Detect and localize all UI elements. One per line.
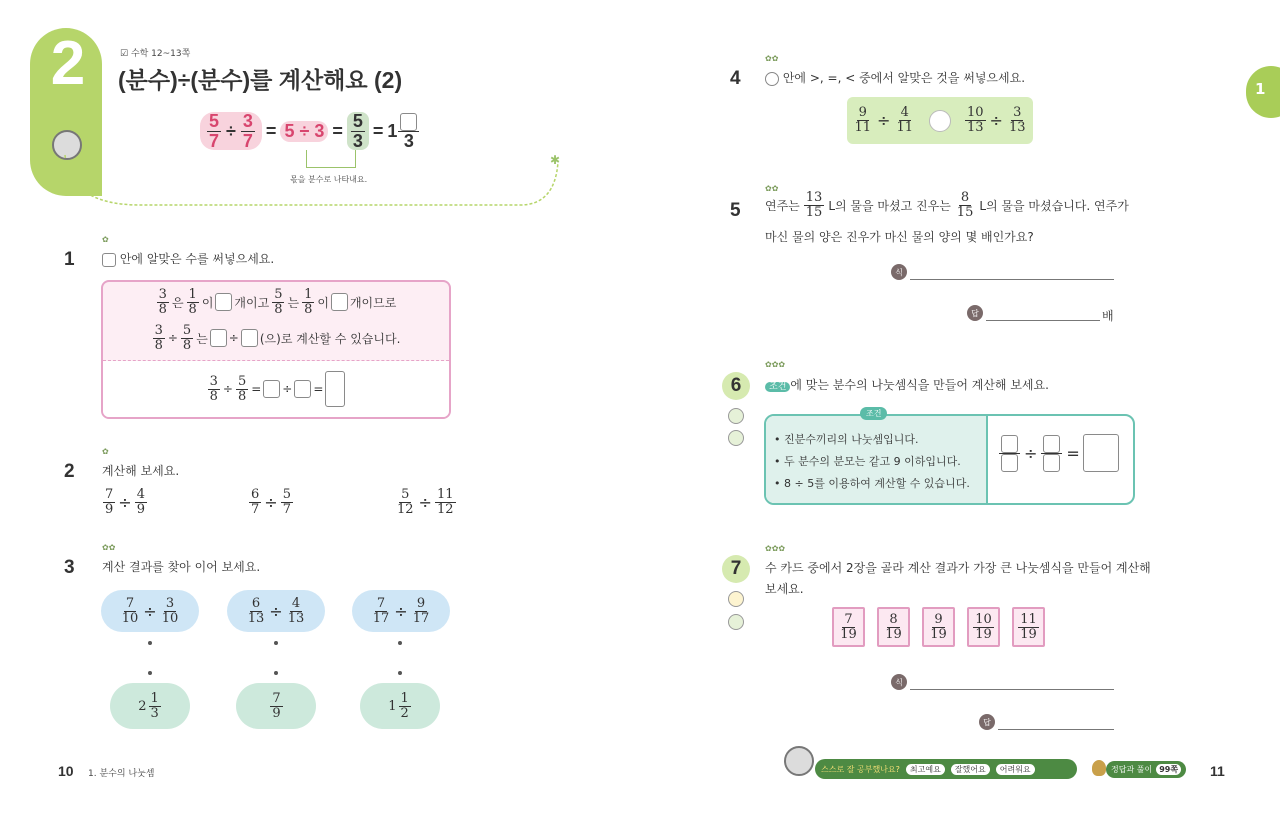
q3-top-dot-2[interactable] [274,641,278,645]
acorn-icon [1092,760,1106,776]
q5-sik-line[interactable] [910,279,1114,280]
answer-ref: 정답과 풀이 99쪽 [1106,761,1186,778]
q7-dap-label: 답 [979,714,995,730]
q5-unit: 배 [1102,309,1114,323]
q2-number: 2 [64,461,75,482]
number-card[interactable]: $\frac{9}{19}$ [922,607,955,647]
q4-compare-circle[interactable] [929,110,951,132]
q1-bottom: $\frac{3}{8}$ ÷ $\frac{5}{8}$ = ÷ = [103,361,449,417]
q3-instruction: 계산 결과를 찾아 이어 보세요. [102,560,261,574]
side-tab-number: 1 [1255,80,1266,98]
puzzle-icon [728,408,744,424]
q6-cond-3: • 8 ÷ 5를 이용하여 계산할 수 있습니다. [774,477,970,490]
q6-blank-5[interactable] [1083,434,1119,472]
q6-condition-box [764,409,1135,505]
q6-blank-1[interactable] [1001,435,1018,453]
q7-text-line-1: 수 카드 중에서 2장을 골라 계산 결과가 가장 큰 나눗셈식을 만들어 계산해 [765,561,1151,575]
q1-blank-2[interactable] [331,293,348,311]
q7-sik-label: 식 [891,674,907,690]
number-card[interactable]: $\frac{7}{19}$ [832,607,865,647]
q6-answer-area: ÷ = [998,434,1119,472]
self-check-opt-2[interactable]: 잘했어요 [951,764,990,775]
bulb-icon [728,591,744,607]
q7-level: ✿✿✿ [765,544,786,553]
q6-blank-3[interactable] [1043,435,1060,453]
q5-text-line-1: 연주는 $\frac{13}{15}$ L의 물을 마셨고 진우는 $\frac{8}{15}$ L의 물을 마셨습니다. 연주가 [765,190,1129,220]
puzzle-icon [728,614,744,630]
q2-item-3: $\frac{5}{12}$ ÷ $\frac{11}{12}$ [397,487,454,517]
q2-level: ✿ [102,447,109,456]
q1-blank-6[interactable] [294,380,311,398]
number-card[interactable]: $\frac{8}{19}$ [877,607,910,647]
q3-level: ✿✿ [102,543,116,552]
q6-cond-1: • 진분수끼리의 나눗셈입니다. [774,433,919,446]
q6-blank-4[interactable] [1043,454,1060,472]
q2-instruction: 계산해 보세요. [102,464,180,478]
q7-dap-line[interactable] [998,729,1114,730]
q6-cond-title: 조건 [860,407,887,420]
svg-text:✱: ✱ [550,153,561,167]
q3-top-cloud-1[interactable]: $\frac{7}{10}$ ÷ $\frac{3}{10}$ [101,590,199,632]
q5-dap-line[interactable] [986,320,1100,321]
q6-blank-2[interactable] [1001,454,1018,472]
arrow-note: 몫을 분수로 나타내요. [290,175,368,184]
left-page-number: 10 [58,763,74,779]
q3-top-cloud-2[interactable]: $\frac{6}{13}$ ÷ $\frac{4}{13}$ [227,590,325,632]
number-card[interactable]: $\frac{11}{19}$ [1012,607,1045,647]
self-check-opt-1[interactable]: 최고예요 [906,764,945,775]
q3-bottom-cloud-3[interactable]: 1 $\frac{1}{2}$ [360,683,440,729]
q1-instruction: 안에 알맞은 수를 써넣으세요. [102,250,274,267]
q7-text-line-2: 보세요. [765,582,804,596]
unit-number: 2 [50,29,86,98]
q1-number: 1 [64,249,75,270]
q1-panel [101,280,451,419]
header-swoosh [60,150,570,212]
instruction-box-icon [102,253,116,267]
q3-bottom-dot-3[interactable] [398,671,402,675]
q1-level: ✿ [102,235,109,244]
q4-instruction: 안에 >, =, < 중에서 알맞은 것을 써넣으세요. [765,69,1025,86]
q1-blank-4[interactable] [241,329,258,347]
cat-mascot-icon [784,746,814,776]
q1-line-2: $\frac{3}{8}$ ÷ $\frac{5}{8}$ 는 ÷ (으)로 계산할 수 있습니다. [154,323,401,353]
q5-sik-label: 식 [891,264,907,280]
edit-icon: ☑ [120,49,131,59]
q2-item-1: $\frac{7}{9}$ ÷ $\frac{4}{9}$ [105,487,145,517]
circle-blank-icon [765,72,779,86]
q6-instruction: 조건 에 맞는 분수의 나눗셈식을 만들어 계산해 보세요. [765,376,1049,393]
q7-cards [832,607,1045,647]
answer-box[interactable] [400,113,417,131]
q6-level: ✿✿✿ [765,360,786,369]
q5-level: ✿✿ [765,184,779,193]
q3-bottom-cloud-1[interactable]: 2 $\frac{1}{3}$ [110,683,190,729]
left-chapter: 1. 분수의 나눗셈 [88,769,155,779]
q3-bottom-dot-1[interactable] [148,671,152,675]
q1-blank-7[interactable] [325,371,345,407]
q3-top-cloud-3[interactable]: $\frac{7}{17}$ ÷ $\frac{9}{17}$ [352,590,450,632]
gear-icon [728,430,744,446]
page-title: (분수)÷(분수)를 계산해요 (2) [118,67,403,93]
page-ref: ☑ 수학 12~13쪽 [120,49,191,59]
q1-line-1: $\frac{3}{8}$ 은 $\frac{1}{8}$ 이 개이고 $\frac{5}{8}$ 는 $\frac{1}{8}$ 이 개이므로 [158,287,397,317]
q1-blank-3[interactable] [210,329,227,347]
self-check-bar [815,759,1077,779]
q5-dap-label: 답 [967,305,983,321]
q6-number-badge: 6 [722,372,750,400]
q4-number: 4 [730,68,741,89]
q3-bottom-cloud-2[interactable]: $\frac{7}{9}$ [236,683,316,729]
self-check-label: 스스로 잘 공부했나요? [821,764,900,774]
q1-blank-1[interactable] [215,293,232,311]
q2-item-2: $\frac{6}{7}$ ÷ $\frac{5}{7}$ [251,487,291,517]
right-page-number: 11 [1210,763,1225,779]
q3-top-dot-3[interactable] [398,641,402,645]
q6-cond-2: • 두 분수의 분모는 같고 9 이하입니다. [774,455,961,468]
q5-text-line-2: 마신 물의 양은 진우가 마신 물의 양의 몇 배인가요? [765,230,1034,244]
q7-sik-line[interactable] [910,689,1114,690]
q4-panel: $\frac{9}{11}$ ÷ $\frac{4}{11}$ $\frac{10}{13}$ ÷ $\frac{3}{13}$ [847,97,1033,144]
q5-number: 5 [730,200,741,221]
q1-blank-5[interactable] [263,380,280,398]
q3-number: 3 [64,557,75,578]
number-card[interactable]: $\frac{10}{19}$ [967,607,1000,647]
q7-number-badge: 7 [722,555,750,583]
q4-level: ✿✿ [765,54,779,63]
self-check-opt-3[interactable]: 어려워요 [996,764,1035,775]
q3-top-dot-1[interactable] [148,641,152,645]
example-equation: $\frac{5}{7}$ ÷ $\frac{3}{7}$ = 5 ÷ 3 = $\frac{5}{3}$ = 1 3 [200,108,420,154]
q3-bottom-dot-2[interactable] [274,671,278,675]
